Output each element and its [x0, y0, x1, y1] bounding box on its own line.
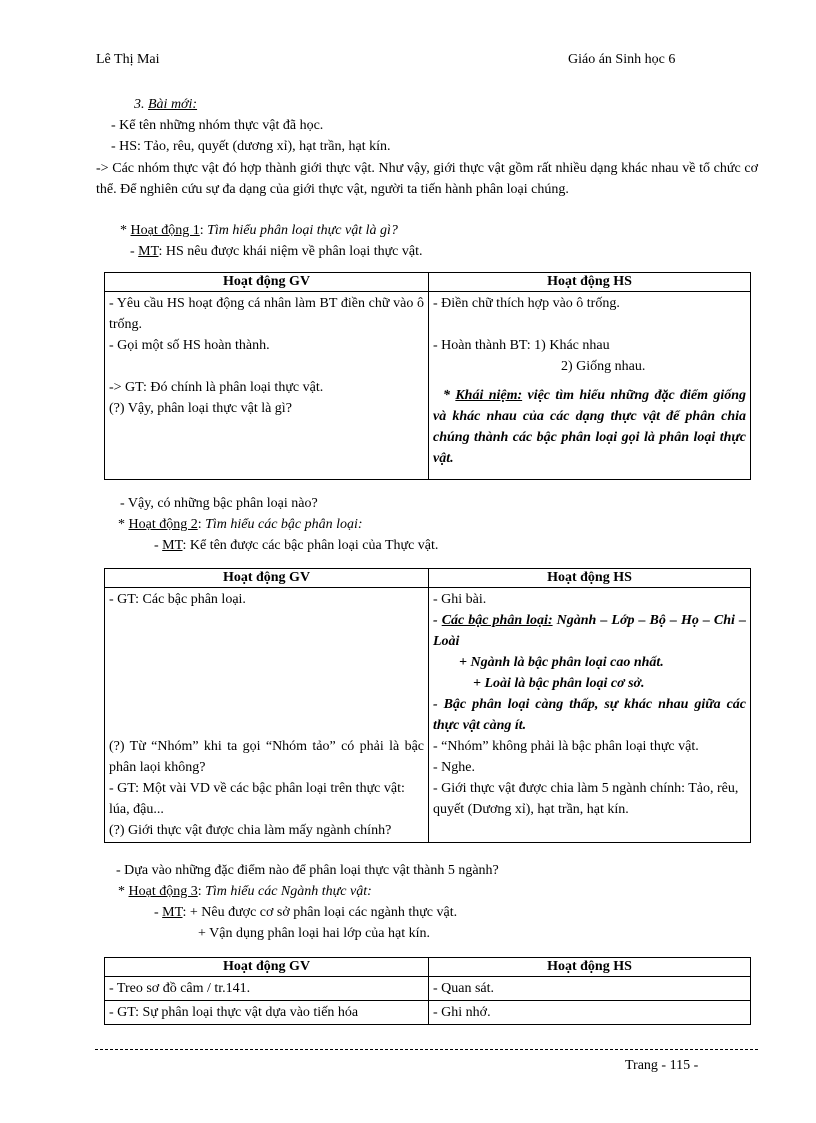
gv-item: (?) Vậy, phân loại thực vật là gì?: [109, 401, 292, 416]
hs-item: + Loài là bậc phân loại cơ sở.: [473, 676, 645, 691]
hs-item: - “Nhóm” không phải là bậc phân loại thực vật.: [433, 739, 699, 754]
concept-definition: * Khái niệm: việc tìm hiểu những đặc điểm giống và khác nhau của các dạng thực vật để phân chia chúng thành các bậc phân loại gọi là phân loại thực vật.: [433, 388, 746, 466]
question-levels: - Vậy, có những bậc phân loại nào?: [120, 496, 318, 511]
gv-item: - Treo sơ đồ câm / tr.141.: [105, 977, 429, 1001]
hs-item: - Nghe.: [433, 760, 475, 775]
header-gv: Hoạt động GV: [105, 569, 429, 588]
page-number: Trang - 115 -: [625, 1058, 699, 1073]
hs-item: - Hoàn thành BT: 1) Khác nhau: [433, 338, 610, 353]
header-author: Lê Thị Mai: [96, 52, 160, 67]
activity-3-heading: * Hoạt động 3: Tìm hiểu các Ngành thực vật:: [118, 884, 372, 899]
gv-item: -> GT: Đó chính là phân loại thực vật.: [109, 380, 324, 395]
gv-item: - GT: Một vài VD về các bậc phân loại trên thực vật: lúa, đậu...: [109, 781, 405, 817]
activity-3-objective-2: + Vận dụng phân loại hai lớp của hạt kín.: [198, 926, 430, 941]
hs-item: - Điền chữ thích hợp vào ô trống.: [433, 296, 620, 311]
hs-item: - Ghi nhớ.: [429, 1001, 751, 1025]
gv-item: (?) Từ “Nhóm” khi ta gọi “Nhóm tảo” có phải là bậc phân laọi không?: [109, 739, 424, 775]
hs-item: - Ghi bài.: [433, 592, 487, 607]
hs-levels: - Các bậc phân loại: Ngành – Lớp – Bộ – Họ – Chi – Loài: [433, 613, 746, 649]
activity-2-table: [104, 568, 751, 843]
activity-2-objective: - MT: Kể tên được các bậc phân loại của Thực vật.: [154, 538, 439, 553]
intro-line-1: - Kể tên những nhóm thực vật đã học.: [111, 118, 324, 133]
activity-1-heading: * Hoạt động 1: Tìm hiểu phân loại thực vật là gì?: [120, 223, 398, 238]
question-five-divisions: - Dựa vào những đặc điểm nào để phân loại thực vật thành 5 ngành?: [116, 863, 499, 878]
hs-item: - Bậc phân loại càng thấp, sự khác nhau giữa các thực vật càng ít.: [433, 697, 746, 733]
footer-divider: [95, 1049, 758, 1050]
hs-item: - Quan sát.: [429, 977, 751, 1001]
activity-3-objective: - MT: + Nêu được cơ sở phân loại các ngành thực vật.: [154, 905, 458, 920]
gv-item: - Yêu cầu HS hoạt động cá nhân làm BT điền chữ vào ô trống.: [109, 296, 424, 332]
header-hs: Hoạt động HS: [429, 273, 751, 292]
gv-item: - GT: Các bậc phân loại.: [109, 592, 246, 607]
hs-item: 2) Giống nhau.: [561, 359, 646, 374]
hs-item: + Ngành là bậc phân loại cao nhất.: [459, 655, 664, 670]
header-gv: Hoạt động GV: [105, 958, 429, 977]
gv-item: (?) Giới thực vật được chia làm mấy ngành chính?: [109, 823, 392, 838]
activity-1-table: [104, 272, 751, 480]
header-subject: Giáo án Sinh học 6: [568, 52, 676, 67]
section-heading: 3. Bài mới:: [134, 97, 198, 112]
hs-item: - Giới thực vật được chia làm 5 ngành chính: Tảo, rêu, quyết (Dương xỉ), hạt trần, hạt kín.: [433, 781, 739, 817]
activity-2-heading: * Hoạt động 2: Tìm hiểu các bậc phân loại:: [118, 517, 363, 532]
section-title: Bài mới:: [148, 97, 198, 112]
header-gv: Hoạt động GV: [105, 273, 429, 292]
activity-1-objective: - MT: HS nêu được khái niệm về phân loại thực vật.: [130, 244, 423, 259]
activity-3-table: [104, 957, 751, 1025]
gv-item: - Gọi một số HS hoàn thành.: [109, 338, 270, 353]
intro-paragraph: -> Các nhóm thực vật đó hợp thành giới thực vật. Như vậy, giới thực vật gồm rất nhiều dạng khác nhau về tổ chức cơ thể. Để nghiên cứu sự đa dạng của giới thực vật, người ta tiến hành phân loại chúng.: [96, 161, 758, 197]
intro-line-2: - HS: Tảo, rêu, quyết (dương xỉ), hạt trần, hạt kín.: [111, 139, 391, 154]
header-hs: Hoạt động HS: [429, 958, 751, 977]
header-hs: Hoạt động HS: [429, 569, 751, 588]
gv-item: - GT: Sự phân loại thực vật dựa vào tiến hóa: [105, 1001, 429, 1025]
